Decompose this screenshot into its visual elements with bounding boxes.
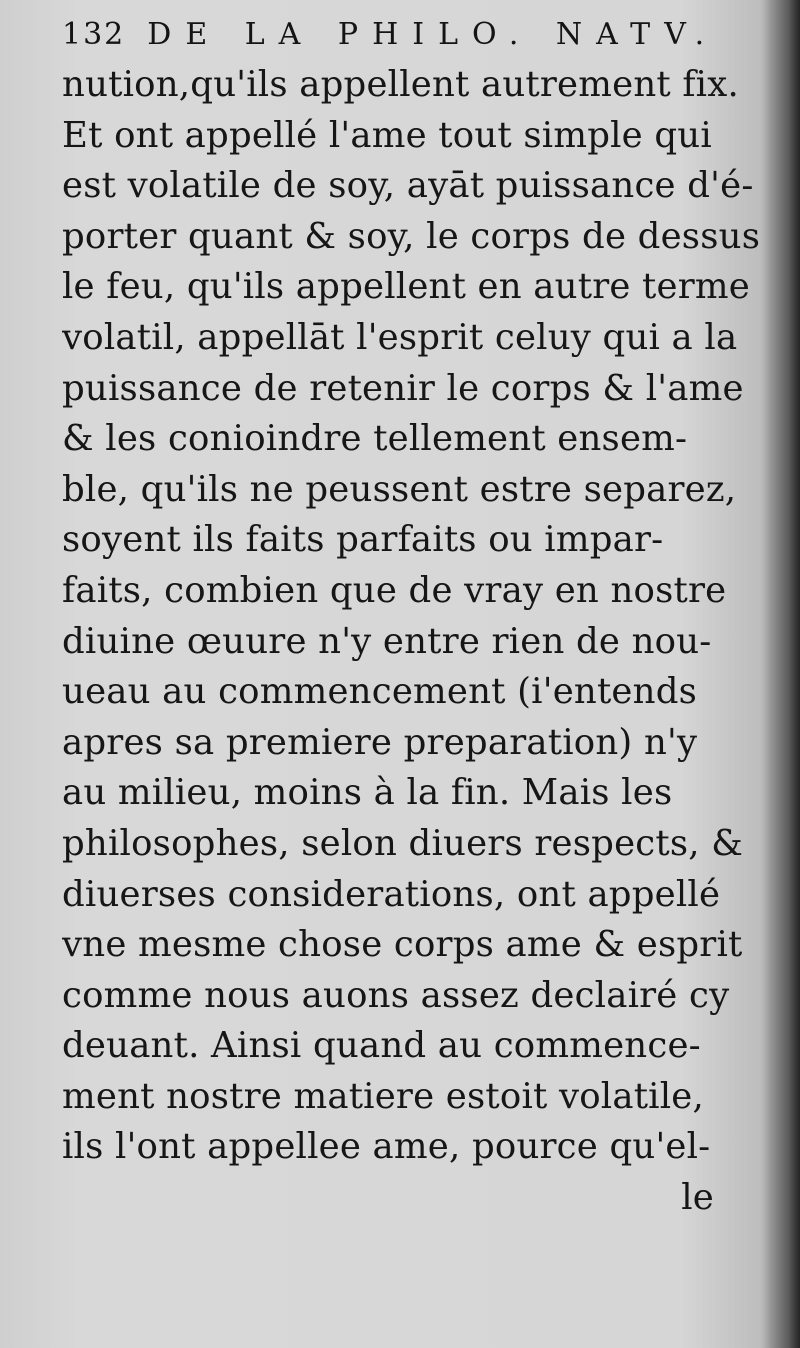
running-head bbox=[62, 14, 752, 54]
page-number: 132 bbox=[62, 16, 126, 52]
text-line: diuerses considerations, ont appellé bbox=[62, 873, 721, 915]
text-line: au milieu, moins à la fin. Mais les bbox=[62, 772, 673, 814]
text-line: philosophes, selon diuers respects, & bbox=[62, 822, 744, 864]
running-title: DE LA PHILO. NATV. bbox=[147, 16, 719, 52]
text-line: Et ont appellé l'ame tout simple qui bbox=[62, 114, 712, 156]
text-line: ble, qu'ils ne peussent estre separez, bbox=[62, 468, 737, 510]
catchword: le bbox=[681, 1177, 714, 1219]
text-line: est volatile de soy, ayāt puissance d'é- bbox=[62, 165, 754, 207]
text-line: puissance de retenir le corps & l'ame bbox=[62, 367, 744, 409]
text-line: le feu, qu'ils appellent en autre terme bbox=[62, 266, 750, 308]
text-line: apres sa premiere preparation) n'y bbox=[62, 721, 698, 763]
text-line: vne mesme chose corps ame & esprit bbox=[62, 924, 743, 966]
text-line: ueau au commencement (i'entends bbox=[62, 671, 698, 713]
text-line: ment nostre matiere estoit volatile, bbox=[62, 1075, 704, 1117]
text-line: deuant. Ainsi quand au commence- bbox=[62, 1025, 701, 1067]
body-text bbox=[62, 60, 762, 1224]
text-line: volatil, appellāt l'esprit celuy qui a la bbox=[62, 316, 738, 358]
text-line: diuine œuure n'y entre rien de nou- bbox=[62, 620, 712, 662]
text-line: faits, combien que de vray en nostre bbox=[62, 569, 727, 611]
text-line: comme nous auons assez declairé cy bbox=[62, 974, 730, 1016]
text-line: & les conioindre tellement ensem- bbox=[62, 418, 688, 460]
text-line: nution,qu'ils appellent autrement fix. bbox=[62, 64, 739, 105]
text-line: ils l'ont appellee ame, pource qu'el- bbox=[62, 1126, 711, 1168]
text-line: soyent ils faits parfaits ou impar- bbox=[62, 519, 664, 561]
text-line: porter quant & soy, le corps de dessus bbox=[62, 215, 761, 257]
